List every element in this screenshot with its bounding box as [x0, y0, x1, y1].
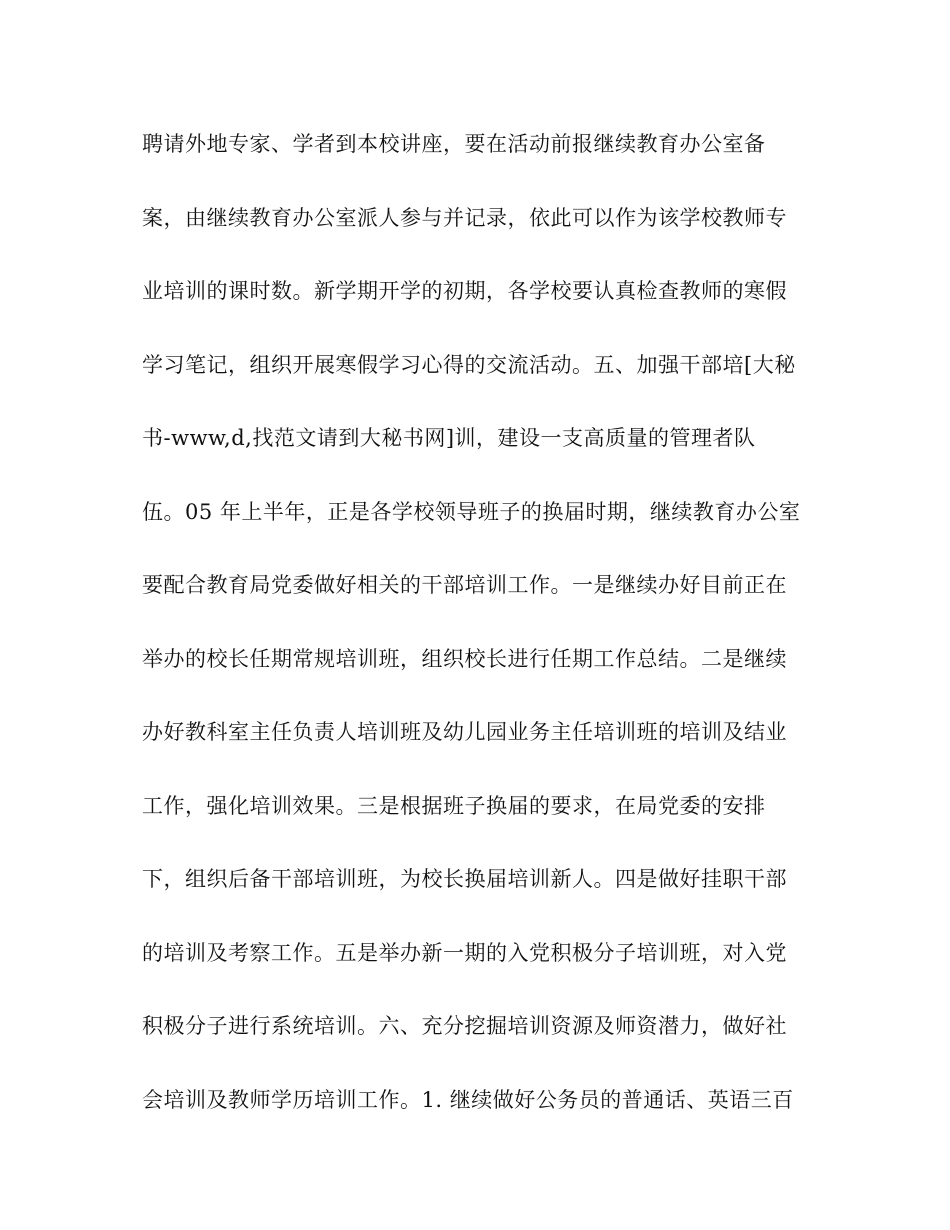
text-line: 要配合教育局党委做好相关的干部培训工作。一是继续办好目前正在 — [142, 573, 787, 597]
text-line: 学习笔记，组织开展寒假学习心得的交流活动。五、加强干部培[大秘 — [142, 352, 796, 377]
text-line: 工作，强化培训效果。三是根据班子换届的要求，在局党委的安排 — [142, 793, 766, 818]
text-line: 聘请外地专家、学者到本校讲座，要在活动前报继续教育办公室备 — [142, 132, 766, 156]
text-line: 下，组织后备干部培训班，为校长换届培训新人。四是做好挂职干部 — [142, 867, 787, 891]
body-text — [142, 124, 822, 1153]
text-line: 伍。05 年上半年，正是各学校领导班子的换届时期，继续教育办公室 — [142, 499, 801, 524]
text-line: 案，由继续教育办公室派人参与并记录，依此可以作为该学校教师专 — [142, 205, 787, 230]
text-line: 的培训及考察工作。五是举办新一期的入党积极分子培训班，对入党 — [142, 940, 787, 965]
text-line: 书-www,d,找范文请到大秘书网]训，建设一支高质量的管理者队 — [142, 426, 756, 450]
text-line: 业培训的课时数。新学期开学的初期，各学校要认真检查教师的寒假 — [142, 279, 787, 303]
text-line: 会培训及教师学历培训工作。1. 继续做好公务员的普通话、英语三百 — [142, 1087, 794, 1112]
text-line: 举办的校长任期常规培训班，组织校长进行任期工作总结。二是继续 — [142, 646, 787, 671]
text-line: 积极分子进行系统培训。六、充分挖掘培训资源及师资潜力，做好社 — [142, 1014, 787, 1038]
text-line: 办好教科室主任负责人培训班及幼儿园业务主任培训班的培训及结业 — [142, 720, 787, 744]
